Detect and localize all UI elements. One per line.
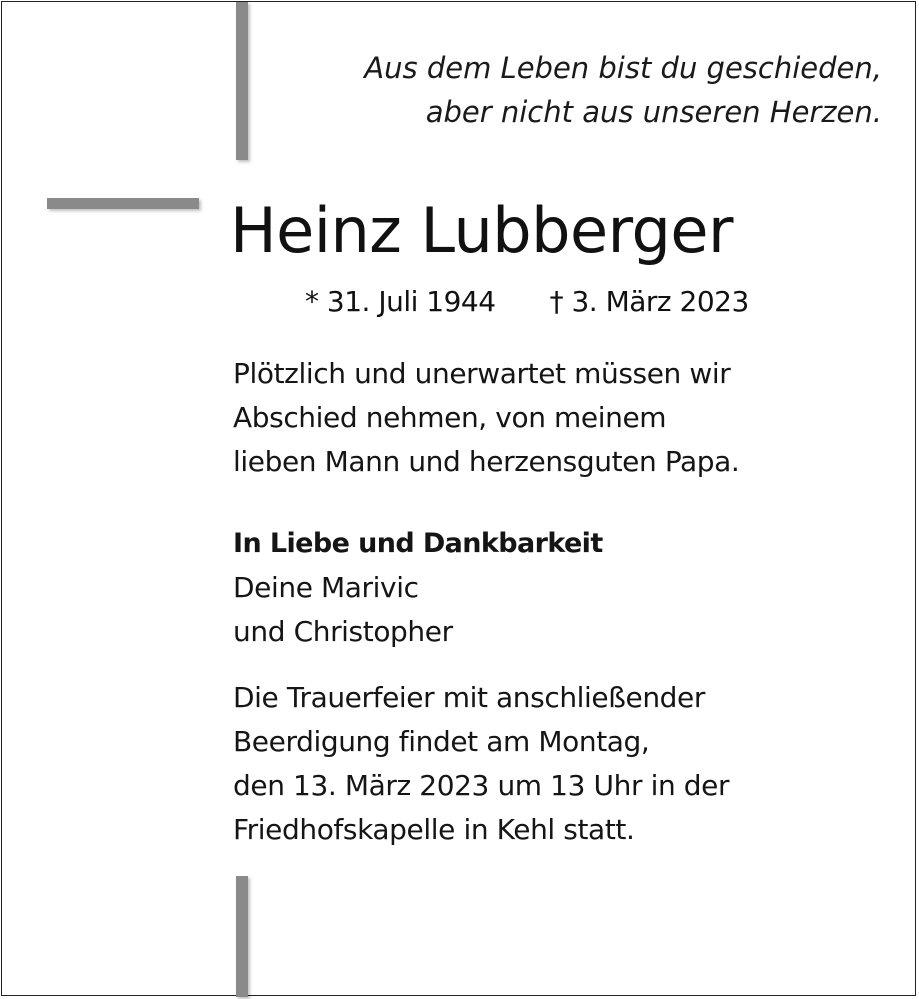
message-line: Abschied nehmen, von meinem [233,401,667,434]
funeral-info [233,676,729,852]
funeral-line: Friedhofskapelle in Kehl statt. [233,813,635,846]
funeral-line: Beerdigung findet am Montag, [233,725,650,758]
family-signoff [233,522,603,654]
signoff-heading: In Liebe und Dankbarkeit [233,528,603,559]
farewell-message [233,352,739,484]
message-line: Plötzlich und unerwartet müssen wir [233,357,731,390]
cross-crossbeam [47,198,199,209]
signoff-line: und Christopher [233,615,453,648]
message-line: lieben Mann und herzensguten Papa. [233,445,740,478]
cross-upper-beam [236,2,248,160]
quote-line: aber nicht aus unseren Herzen. [425,95,882,129]
quote-line: Aus dem Leben bist du geschieden, [364,51,882,85]
life-dates [305,282,749,322]
death-date: † 3. März 2023 [549,285,749,318]
memorial-quote [262,46,882,134]
funeral-line: den 13. März 2023 um 13 Uhr in der [233,769,730,802]
funeral-line: Die Trauerfeier mit anschließender [233,681,705,714]
deceased-name: Heinz Lubberger [230,194,734,267]
cross-lower-beam [236,876,248,997]
birth-date: * 31. Juli 1944 [305,285,496,318]
signoff-line: Deine Marivic [233,571,419,604]
